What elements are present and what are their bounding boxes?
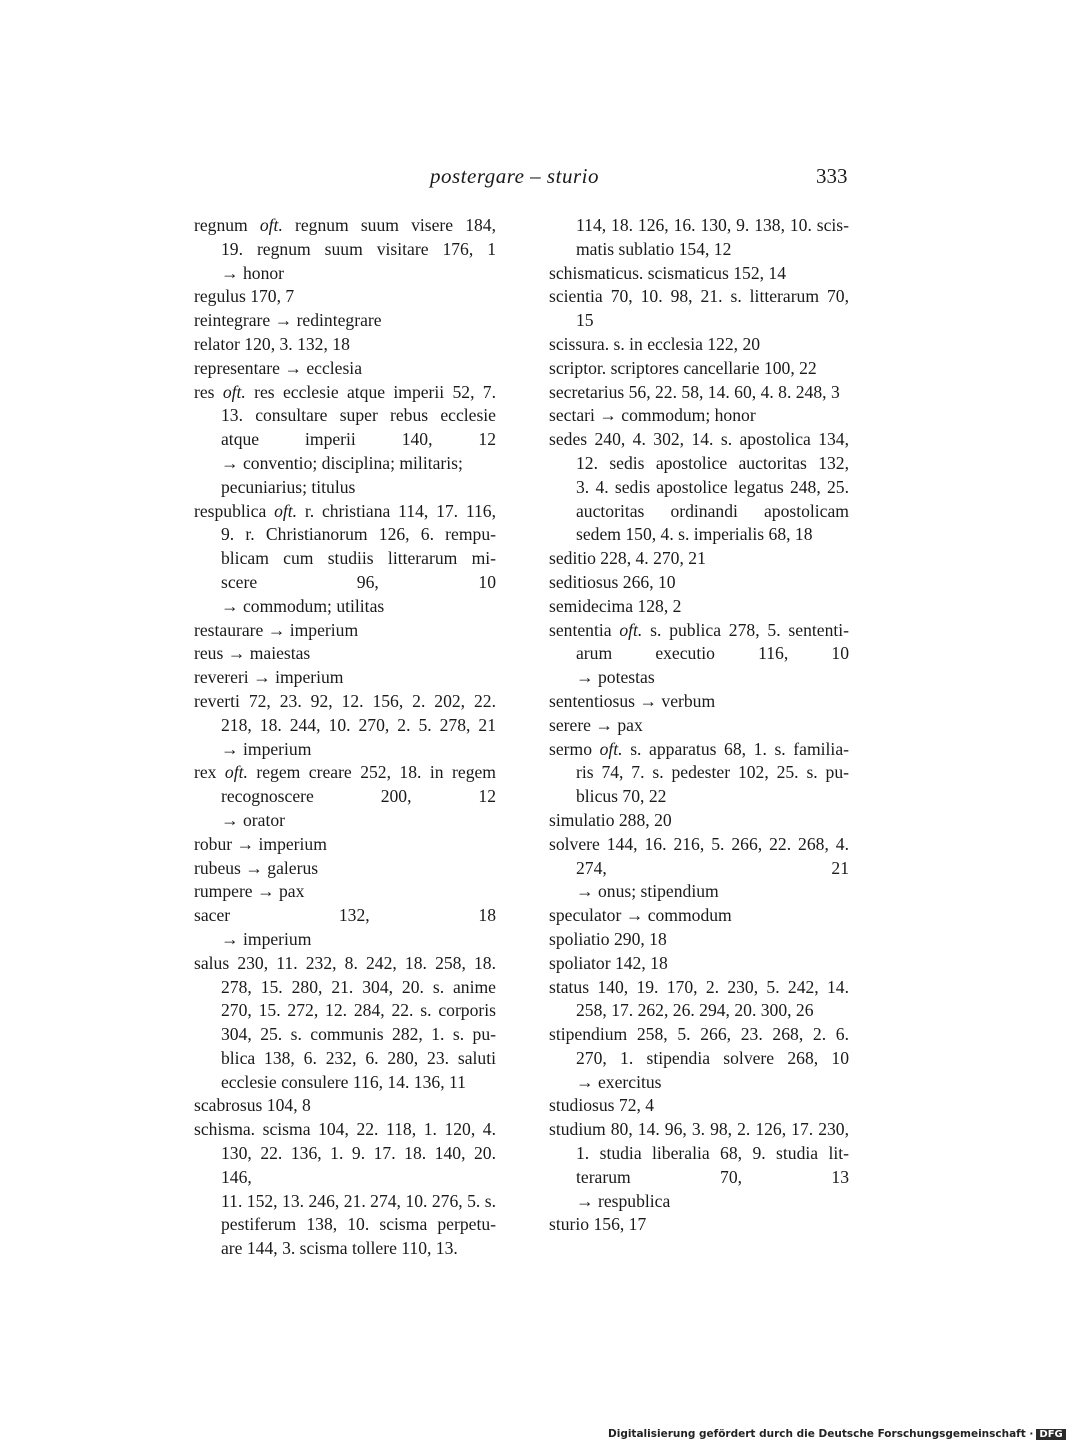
index-entry [194, 381, 496, 500]
index-entry-line: 11. 152, 13. 246, 21. 274, 10. 276, 5. s. [221, 1190, 496, 1211]
index-entry [549, 262, 849, 286]
index-entry-line: blica 138, 6. 232, 6. 280, 23. saluti [221, 1047, 496, 1068]
index-entry-line: simulatio 288, 20 [549, 809, 672, 830]
index-entry [549, 976, 849, 1024]
index-entry-line: 304, 25. s. communis 282, 1. s. pu- [221, 1024, 496, 1045]
index-entry-line: relator 120, 3. 132, 18 [194, 333, 350, 354]
index-entry-line: reverti 72, 23. 92, 12. 156, 2. 202, 22. [194, 690, 496, 711]
index-entry-line: pecuniarius; titulus [221, 476, 356, 497]
index-entry [549, 809, 849, 833]
index-entry-line: rumpere → pax [194, 881, 305, 902]
index-entry-line: studiosus 72, 4 [549, 1095, 655, 1116]
index-entry [194, 1118, 496, 1261]
index-entry [194, 642, 496, 666]
index-entry-line: sermo oft. s. apparatus 68, 1. s. familia- [549, 738, 849, 759]
index-entry [194, 904, 496, 952]
index-entry [194, 666, 496, 690]
index-entry [549, 1094, 849, 1118]
index-entry-line: blicus 70, 22 [576, 786, 667, 807]
index-entry-line: 130, 22. 136, 1. 9. 17. 18. 140, 20. 146, [221, 1143, 496, 1187]
index-entry [549, 738, 849, 809]
index-entry [194, 285, 496, 309]
index-entry-line: regulus 170, 7 [194, 286, 295, 307]
index-entry [549, 928, 849, 952]
index-entry [549, 690, 849, 714]
index-entry [549, 1023, 849, 1094]
index-entry [194, 309, 496, 333]
index-entry [549, 214, 849, 262]
index-entry-line: → potestas [576, 667, 655, 688]
index-entry [549, 357, 849, 381]
index-entry-line: 258, 17. 262, 26. 294, 20. 300, 26 [576, 1000, 814, 1021]
index-entry-line: schisma. scisma 104, 22. 118, 1. 120, 4. [194, 1119, 496, 1140]
index-entry-line: terarum 70, 13 [576, 1166, 849, 1187]
index-entry-line: revereri → imperium [194, 667, 344, 688]
index-entry-line: reus → maiestas [194, 643, 311, 664]
index-entry [549, 952, 849, 976]
index-entry-line: scabrosus 104, 8 [194, 1095, 311, 1116]
page-number: 333 [816, 164, 848, 188]
index-entry-line: → conventio; disciplina; militaris; [221, 452, 463, 473]
index-entry-line: studium 80, 14. 96, 3. 98, 2. 126, 17. 230, [549, 1119, 849, 1140]
index-entry-line: are 144, 3. scisma tollere 110, 13. [221, 1238, 458, 1259]
index-entry-line: sedem 150, 4. s. imperialis 68, 18 [576, 524, 813, 545]
index-entry [549, 1213, 849, 1237]
index-entry [549, 833, 849, 904]
index-entry-line: sturio 156, 17 [549, 1214, 647, 1235]
index-entry-line: restaurare → imperium [194, 619, 359, 640]
index-entry [549, 547, 849, 571]
index-entry-line: sedes 240, 4. 302, 14. s. apostolica 134, [549, 429, 849, 450]
index-entry-line: → respublica [576, 1190, 671, 1211]
funding-footer: Digitalisierung gefördert durch die Deutsche Forschungsgemeinschaft · DFG [608, 1428, 1066, 1440]
index-entry-line: secretarius 56, 22. 58, 14. 60, 4. 8. 248, 3 [549, 381, 840, 402]
index-entry-line: rex oft. regem creare 252, 18. in regem [194, 762, 496, 783]
index-entry-line: salus 230, 11. 232, 8. 242, 18. 258, 18. [194, 952, 496, 973]
index-entry [549, 404, 849, 428]
index-entry-line: 3. 4. sedis apostolice legatus 248, 25. [576, 476, 849, 497]
index-entry-line: auctoritas ordinandi apostolicam [576, 500, 849, 521]
index-entry-line: solvere 144, 16. 216, 5. 266, 22. 268, 4. [549, 833, 849, 854]
index-entry-line: 1. studia liberalia 68, 9. studia lit- [576, 1143, 849, 1164]
index-entry [549, 428, 849, 547]
running-header [0, 164, 1000, 194]
index-entry-line: → imperium [221, 928, 312, 949]
index-entry-line: 270, 15. 272, 12. 284, 22. s. corporis [221, 1000, 496, 1021]
index-entry-line: regnum oft. regnum suum visere 184, [194, 215, 496, 235]
index-entry-line: 13. consultare super rebus ecclesie [221, 405, 496, 426]
index-entry-line: 218, 18. 244, 10. 270, 2. 5. 278, 21 [221, 714, 496, 735]
index-entry-line: representare → ecclesia [194, 357, 363, 378]
index-entry-line: respublica oft. r. christiana 114, 17. 116, [194, 500, 496, 521]
index-entry [194, 214, 496, 285]
index-entry-line: sacer 132, 18 [194, 905, 496, 926]
index-entry [549, 714, 849, 738]
index-entry-line: rubeus → galerus [194, 857, 319, 878]
index-entry [194, 619, 496, 643]
index-entry-line: serere → pax [549, 714, 643, 735]
index-entry [194, 761, 496, 832]
index-entry [549, 333, 849, 357]
index-entry-line: scissura. s. in ecclesia 122, 20 [549, 333, 761, 354]
index-entry-line: 114, 18. 126, 16. 130, 9. 138, 10. scis- [576, 215, 849, 235]
index-entry-line: sententia oft. s. publica 278, 5. sententi- [549, 619, 850, 640]
index-entry-line: 12. sedis apostolice auctoritas 132, [576, 452, 849, 473]
index-entry-line: reintegrare → redintegrare [194, 310, 382, 331]
index-entry-line: pestiferum 138, 10. scisma perpetu- [221, 1214, 496, 1235]
index-entry [549, 595, 849, 619]
index-entry-line: matis sublatio 154, 12 [576, 238, 732, 259]
index-entry [549, 571, 849, 595]
index-entry [194, 833, 496, 857]
index-entry [194, 952, 496, 1095]
index-entry-line: ris 74, 7. s. pedester 102, 25. s. pu- [576, 762, 849, 783]
index-entry-line: spoliatio 290, 18 [549, 928, 667, 949]
index-entry-line: → orator [221, 809, 286, 830]
index-entry [549, 381, 849, 405]
index-entry-line: atque imperii 140, 12 [221, 429, 496, 450]
index-entry [194, 880, 496, 904]
index-entry-line: → honor [221, 262, 285, 283]
index-entry [549, 285, 849, 333]
index-entry-line: → onus; stipendium [576, 881, 719, 902]
index-entry-line: → exercitus [576, 1071, 662, 1092]
index-entry-line: scere 96, 10 [221, 571, 496, 592]
index-entry [194, 357, 496, 381]
index-entry-line: arum executio 116, 10 [576, 643, 849, 664]
index-entry-line: 274, 21 [576, 857, 849, 878]
index-entry [194, 333, 496, 357]
funding-note: Digitalisierung gefördert durch die Deutsche Forschungsgemeinschaft [608, 1428, 1026, 1440]
index-entry-line: recognoscere 200, 12 [221, 786, 496, 807]
index-entry-line: 270, 1. stipendia solvere 268, 10 [576, 1047, 849, 1068]
index-entry-line: robur → imperium [194, 833, 327, 854]
index-entry-line: blicam cum studiis litterarum mi- [221, 548, 496, 569]
index-entry-line: stipendium 258, 5. 266, 23. 268, 2. 6. [549, 1024, 849, 1045]
index-entry-line: seditio 228, 4. 270, 21 [549, 548, 706, 569]
index-entry-line: schismaticus. scismaticus 152, 14 [549, 262, 787, 283]
index-entry [194, 857, 496, 881]
index-entry-line: sententiosus → verbum [549, 690, 716, 711]
index-entry-line: 9. r. Christianorum 126, 6. rempu- [221, 524, 496, 545]
index-entry [549, 1118, 849, 1213]
index-entry [194, 500, 496, 619]
index-entry [549, 904, 849, 928]
running-title: postergare – sturio [430, 164, 599, 188]
index-entry-line: semidecima 128, 2 [549, 595, 682, 616]
dfg-logo: DFG [1036, 1429, 1065, 1440]
index-entry [549, 619, 849, 690]
index-entry-line: spoliator 142, 18 [549, 952, 668, 973]
index-column-right [549, 214, 849, 1237]
index-entry-line: 278, 15. 280, 21. 304, 20. s. anime [221, 976, 496, 997]
index-entry-line: 19. regnum suum visitare 176, 1 [221, 238, 496, 259]
index-entry-line: ecclesie consulere 116, 14. 136, 11 [221, 1071, 466, 1092]
index-entry-line: sectari → commodum; honor [549, 405, 756, 426]
index-entry-line: scientia 70, 10. 98, 21. s. litterarum 70, [549, 286, 849, 307]
index-entry-line: scriptor. scriptores cancellarie 100, 22 [549, 357, 817, 378]
index-entry [194, 1094, 496, 1118]
index-entry [194, 690, 496, 761]
index-entry-line: res oft. res ecclesie atque imperii 52, 7. [194, 381, 496, 402]
index-entry-line: → commodum; utilitas [221, 595, 385, 616]
index-entry-line: status 140, 19. 170, 2. 230, 5. 242, 14. [549, 976, 849, 997]
index-entry-line: 15 [576, 310, 594, 331]
index-column-left [194, 214, 496, 1261]
index-entry-line: → imperium [221, 738, 312, 759]
index-entry-line: speculator → commodum [549, 905, 732, 926]
index-entry-line: seditiosus 266, 10 [549, 571, 676, 592]
